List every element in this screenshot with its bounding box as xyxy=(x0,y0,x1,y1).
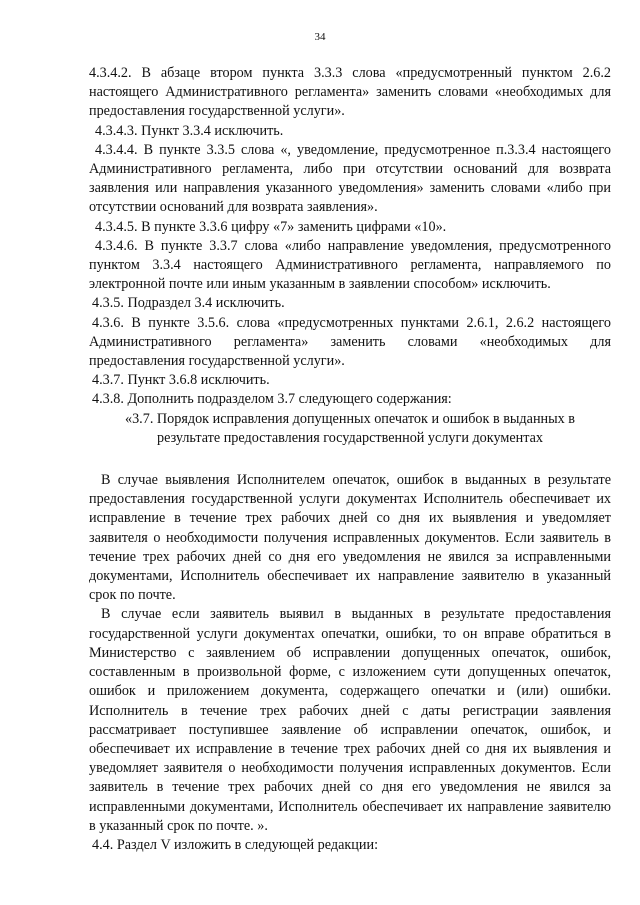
paragraph-4-3-4-6: 4.3.4.6. В пункте 3.3.7 слова «либо направление уведомления, предусмотренного пунктом 3.3.4 настоящего Административного регламента, направляемого по электронной почте или иным указанным в заявлении способом» исключить. xyxy=(89,237,611,293)
paragraph-4-3-7: 4.3.7. Пункт 3.6.8 исключить. xyxy=(92,372,270,389)
paragraph-4-3-8: 4.3.8. Дополнить подразделом 3.7 следующего содержания: xyxy=(92,391,452,408)
paragraph-4-3-5: 4.3.5. Подраздел 3.4 исключить. xyxy=(92,295,285,312)
body-paragraph-2: В случае если заявитель выявил в выданных в результате предоставления государственной услуги документах опечатки, ошибки, то он вправе обратиться в Министерство с заявлением об исправлении допущенных опечаток, ошибок, составленным в произвольной форме, с изложением сути допущенных опечаток, ошибок и приложением документа, содержащего опечатки и (или) ошибки. Исполнитель в течение трех рабочих дней с даты регистрации заявления рассматривает поступившее заявление об исправлении опечаток, ошибок, и обеспечивает их исправление в течение трех рабочих дней со дня их выявления и уведомляет заявителя о необходимости получения исправленных документов. Если заявитель в течение трех рабочих дней со дня его уведомления не явился за исправленными документами, Исполнитель обеспечивает их направление заявителю в указанный срок по почте. ». xyxy=(89,606,611,834)
blank-line xyxy=(89,448,611,471)
paragraph-4-3-4-4: 4.3.4.4. В пункте 3.3.5 слова «, уведомление, предусмотренное п.3.3.4 настоящего Административного регламента, либо при отсутствии оснований для возврата заявления или направления указанного уведомления» заменить словами «либо при отсутствии оснований для возврата заявления». xyxy=(89,141,611,216)
document-body xyxy=(89,64,611,855)
paragraph-4-3-4-2: 4.3.4.2. В абзаце втором пункта 3.3.3 слова «предусмотренный пунктом 2.6.2 настоящего Административного регламента» заменить словами «необходимых для предоставления государственной услуги». xyxy=(89,65,611,120)
paragraph-4-4: 4.4. Раздел V изложить в следующей редакции: xyxy=(92,836,379,853)
paragraph-4-3-6: 4.3.6. В пункте 3.5.6. слова «предусмотренных пунктами 2.6.1, 2.6.2 настоящего Административного регламента» заменить словами «необходимых для предоставления государственной услуги». xyxy=(89,314,611,370)
subsection-title-line-2: результате предоставления государственной услуги документах xyxy=(157,429,543,446)
page-number: 34 xyxy=(314,31,326,43)
paragraph-4-3-4-5: 4.3.4.5. В пункте 3.3.6 цифру «7» заменить цифрами «10». xyxy=(95,218,447,235)
subsection-title-line-1: «3.7. Порядок исправления допущенных опечаток и ошибок в выданных в xyxy=(124,410,576,427)
body-paragraph-1: В случае выявления Исполнителем опечаток, ошибок в выданных в результате предоставления государственной услуги документах Исполнитель обеспечивает их исправление в течение трех рабочих дней со дня их выявления и уведомляет заявителя о необходимости получения исправленных документов. Если заявитель в течение трех рабочих дней со дня его уведомления не явился за исправленными документами, Исполнитель обеспечивает их направление заявителю в указанный срок по почте. xyxy=(89,472,611,604)
paragraph-4-3-4-3: 4.3.4.3. Пункт 3.3.4 исключить. xyxy=(95,122,284,139)
